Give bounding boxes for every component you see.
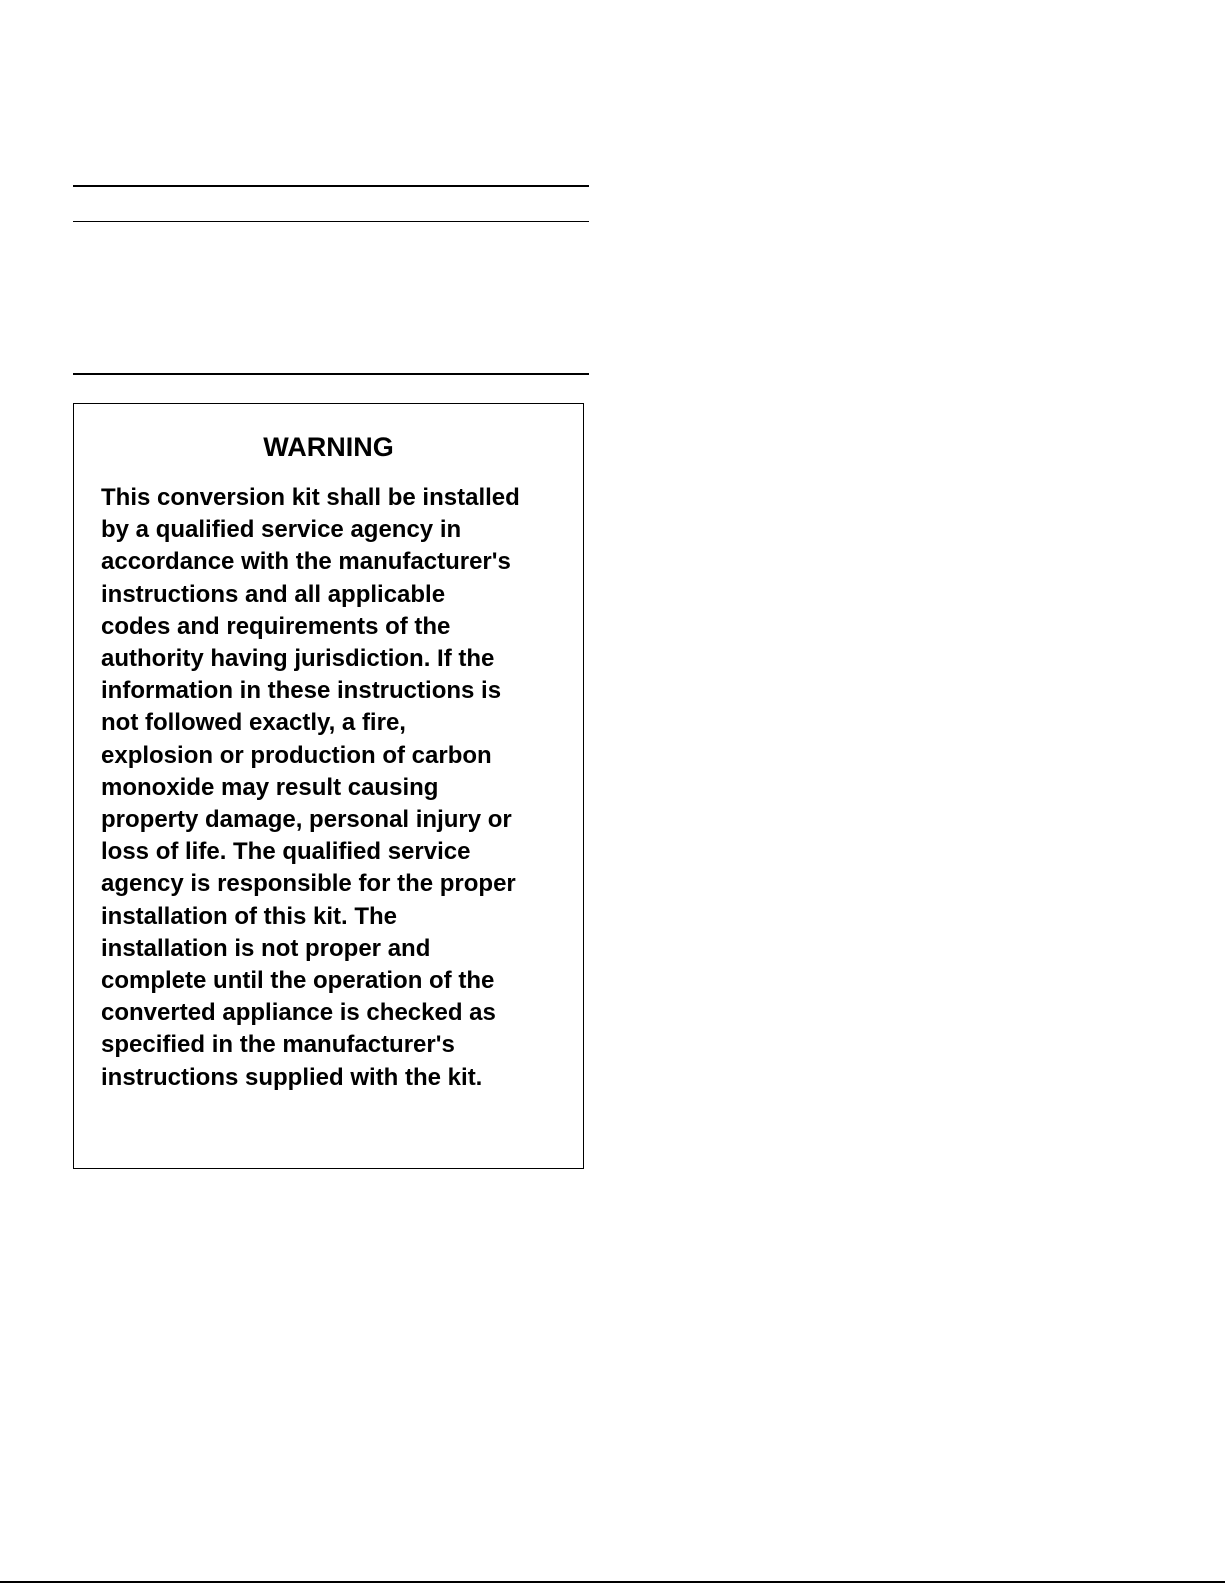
warning-line: codes and requirements of the — [101, 612, 451, 640]
warning-line: by a qualified service agency in — [101, 516, 462, 544]
warning-line: converted appliance is checked as — [101, 999, 496, 1027]
warning-body — [101, 482, 571, 1094]
warning-line: instructions and all applicable — [101, 580, 446, 608]
warning-line: installation of this kit. The — [101, 902, 398, 930]
warning-line: instructions supplied with the kit. — [101, 1063, 483, 1091]
warning-title: WARNING — [263, 432, 394, 462]
warning-line: monoxide may result causing — [101, 773, 439, 801]
warning-line: loss of life. The qualified service — [101, 838, 471, 866]
bottom-edge-line — [0, 1581, 1225, 1583]
warning-box — [73, 403, 584, 1169]
warning-line: installation is not proper and — [101, 934, 431, 962]
second-divider — [73, 221, 589, 222]
warning-line: information in these instructions is — [101, 677, 502, 705]
warning-line: complete until the operation of the — [101, 967, 495, 995]
warning-line: specified in the manufacturer's — [101, 1031, 455, 1059]
warning-line: This conversion kit shall be installed — [101, 484, 520, 511]
third-divider — [73, 373, 589, 375]
warning-line: accordance with the manufacturer's — [101, 548, 511, 576]
warning-line: authority having jurisdiction. If the — [101, 645, 495, 673]
warning-line: agency is responsible for the proper — [101, 870, 516, 898]
top-divider — [73, 185, 589, 187]
warning-line: explosion or production of carbon — [101, 741, 492, 769]
warning-line: not followed exactly, a fire, — [101, 709, 406, 737]
warning-line: property damage, personal injury or — [101, 806, 512, 834]
